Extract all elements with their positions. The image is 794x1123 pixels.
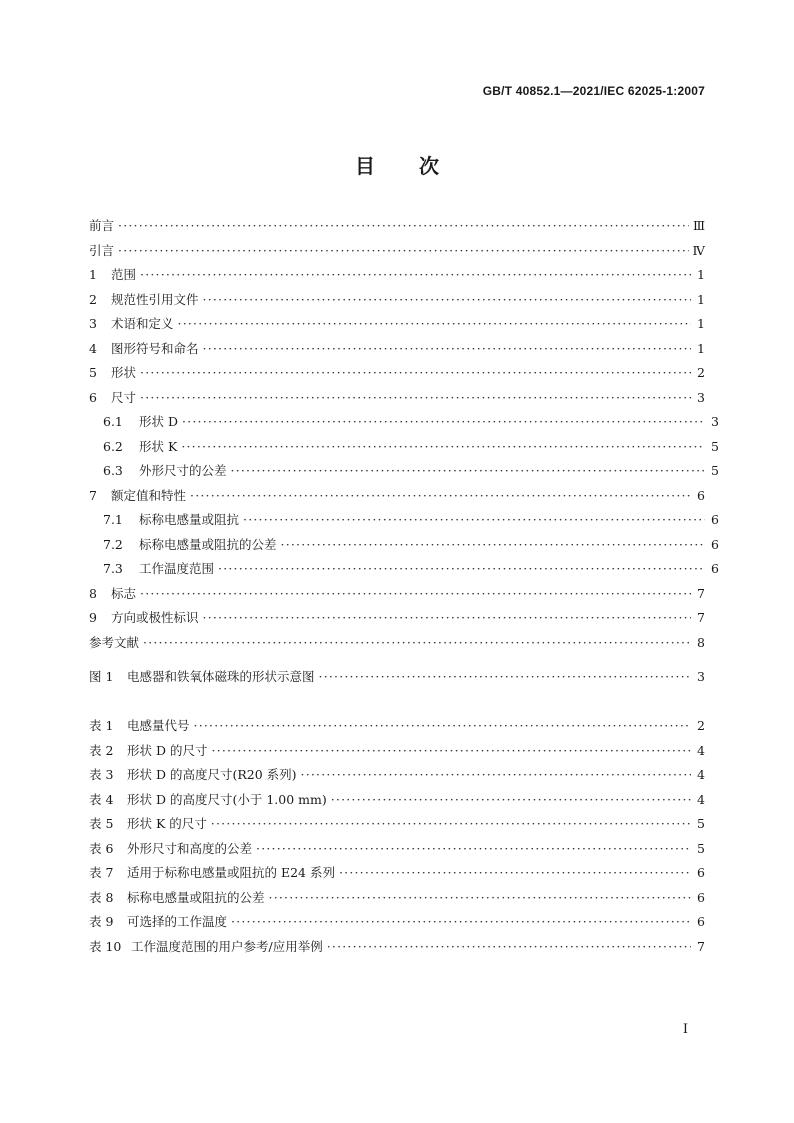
leader-dots <box>301 767 691 783</box>
table-page: 4 <box>697 742 705 758</box>
toc-number: 7.1 <box>103 512 123 527</box>
toc-number: 7.2 <box>103 536 123 552</box>
toc-number: 1 <box>89 267 97 282</box>
table-page: 5 <box>697 840 705 856</box>
leader-dots <box>140 365 691 381</box>
leader-dots <box>339 865 691 881</box>
figure-page: 3 <box>697 669 705 684</box>
toc-label: 参考文献 <box>89 634 140 650</box>
toc-page: 7 <box>697 585 705 601</box>
title-char-2: 次 <box>419 154 439 178</box>
table-number: 表 3 <box>89 767 114 782</box>
toc-page: 1 <box>697 316 705 331</box>
leader-dots <box>256 841 691 857</box>
toc-number: 5 <box>89 365 97 380</box>
table-number: 表 8 <box>89 889 114 905</box>
toc-entry-6-3[interactable] <box>89 463 719 479</box>
toc-entry-9[interactable] <box>89 610 705 626</box>
toc-page: 5 <box>711 463 719 478</box>
table-number: 表 5 <box>89 816 114 831</box>
table-entry-9[interactable] <box>89 914 705 930</box>
toc-label: 标称电感量或阻抗的公差 <box>139 536 277 552</box>
toc-label: 引言 <box>89 242 115 258</box>
leader-dots <box>231 463 705 479</box>
table-entry-8[interactable] <box>89 890 705 906</box>
standard-number-header: GB/T 40852.1—2021/IEC 62025-1:2007 <box>482 84 705 98</box>
figure-entry-1[interactable] <box>89 669 705 685</box>
leader-dots <box>203 610 691 626</box>
table-page: 6 <box>697 865 705 880</box>
leader-dots <box>143 635 691 651</box>
table-page: 6 <box>697 914 705 929</box>
leader-dots <box>203 341 691 357</box>
toc-entry-7[interactable] <box>89 488 705 504</box>
toc-entry-6-2[interactable] <box>89 439 719 455</box>
toc-page: 5 <box>711 438 719 454</box>
leader-dots <box>269 890 691 906</box>
toc-number: 7 <box>89 487 97 503</box>
page-number-footer: I <box>682 1022 688 1037</box>
table-page: 4 <box>697 767 705 782</box>
table-number: 表 10 <box>89 938 122 954</box>
table-entry-1[interactable] <box>89 718 705 734</box>
leader-dots <box>181 439 705 455</box>
toc-label: 额定值和特性 <box>111 487 187 503</box>
leader-dots <box>218 561 705 577</box>
table-page: 5 <box>697 816 705 831</box>
figure-label: 电感器和铁氧体磁珠的形状示意图 <box>127 669 315 684</box>
toc-number: 2 <box>89 291 97 307</box>
table-label: 标称电感量或阻抗的公差 <box>127 889 265 905</box>
table-number: 表 2 <box>89 742 114 758</box>
leader-dots <box>211 816 691 832</box>
table-entry-4[interactable] <box>89 792 705 808</box>
toc-label: 形状 K <box>139 438 178 454</box>
leader-dots <box>190 488 691 504</box>
toc-page: Ⅲ <box>692 218 705 233</box>
toc-label: 前言 <box>89 218 115 233</box>
leader-dots <box>319 669 691 685</box>
toc-page: 6 <box>711 536 719 552</box>
toc-number: 8 <box>89 585 97 601</box>
leader-dots <box>140 267 691 283</box>
toc-number: 3 <box>89 316 97 331</box>
figure-number: 图 1 <box>89 669 114 684</box>
toc-page: 6 <box>697 487 705 503</box>
toc-label: 尺寸 <box>111 389 137 405</box>
table-label: 工作温度范围的用户参考/应用举例 <box>131 938 323 954</box>
table-page: 4 <box>697 791 705 807</box>
leader-dots <box>331 792 691 808</box>
leader-dots <box>243 512 705 528</box>
table-label: 形状 K 的尺寸 <box>127 816 207 831</box>
toc-number: 6 <box>89 389 97 405</box>
toc-page: 1 <box>697 267 705 282</box>
leader-dots <box>231 914 691 930</box>
toc-entry-1[interactable] <box>89 267 705 283</box>
toc-label: 工作温度范围 <box>139 561 215 576</box>
toc-label: 标志 <box>111 585 137 601</box>
toc-page: 1 <box>697 340 705 356</box>
table-label: 形状 D 的尺寸 <box>127 742 208 758</box>
table-label: 电感量代号 <box>127 718 190 733</box>
toc-entry-introduction[interactable] <box>89 243 705 259</box>
leader-dots <box>178 316 691 332</box>
leader-dots <box>118 218 689 234</box>
table-entry-2[interactable] <box>89 743 705 759</box>
title-char-1: 目 <box>355 154 375 178</box>
toc-number: 6.1 <box>103 414 123 429</box>
table-label: 外形尺寸和高度的公差 <box>127 840 253 856</box>
toc-label: 标称电感量或阻抗 <box>139 512 240 527</box>
toc-page: 3 <box>697 389 705 405</box>
leader-dots <box>140 390 691 406</box>
toc-label: 外形尺寸的公差 <box>139 463 227 478</box>
table-number: 表 4 <box>89 791 114 807</box>
table-entry-6[interactable] <box>89 841 705 857</box>
toc-entry-4[interactable] <box>89 341 705 357</box>
leader-dots <box>118 243 688 259</box>
toc-entry-7-3[interactable] <box>89 561 719 577</box>
toc-entry-3[interactable] <box>89 316 705 332</box>
toc-page: 7 <box>697 610 705 625</box>
toc-number: 4 <box>89 340 97 356</box>
toc-label: 规范性引用文件 <box>111 291 199 307</box>
toc-page: 8 <box>697 634 705 650</box>
table-number: 表 7 <box>89 865 114 880</box>
toc-label: 术语和定义 <box>111 316 174 331</box>
page-title <box>0 150 794 179</box>
toc-entry-6[interactable] <box>89 390 705 406</box>
table-entry-5[interactable] <box>89 816 705 832</box>
leader-dots <box>211 743 691 759</box>
table-entry-10[interactable] <box>89 939 705 955</box>
toc-page: 6 <box>711 561 719 576</box>
leader-dots <box>281 537 705 553</box>
toc-page: 1 <box>697 291 705 307</box>
toc-label: 图形符号和命名 <box>111 340 199 356</box>
leader-dots <box>327 939 691 955</box>
leader-dots <box>194 718 691 734</box>
toc-label: 形状 D <box>139 414 178 429</box>
toc-number: 9 <box>89 610 97 625</box>
leader-dots <box>203 292 691 308</box>
table-page: 2 <box>697 718 705 733</box>
toc-label: 范围 <box>111 267 137 282</box>
toc-page: Ⅳ <box>692 242 705 258</box>
table-entry-3[interactable] <box>89 767 705 783</box>
toc-page: 6 <box>711 512 719 527</box>
table-number: 表 6 <box>89 840 114 856</box>
leader-dots <box>140 586 691 602</box>
toc-entry-5[interactable] <box>89 365 705 381</box>
toc-entry-2[interactable] <box>89 292 705 308</box>
toc-entry-foreword[interactable] <box>89 218 705 234</box>
table-page: 6 <box>697 889 705 905</box>
table-number: 表 9 <box>89 914 114 929</box>
toc-entry-8[interactable] <box>89 586 705 602</box>
toc-entry-bibliography[interactable] <box>89 635 705 651</box>
toc-number: 7.3 <box>103 561 123 576</box>
table-label: 形状 D 的高度尺寸(R20 系列) <box>127 767 297 782</box>
toc-number: 6.2 <box>103 438 123 454</box>
toc-number: 6.3 <box>103 463 123 478</box>
table-entry-7[interactable] <box>89 865 705 881</box>
toc-label: 形状 <box>111 365 137 380</box>
leader-dots <box>182 414 705 430</box>
table-number: 表 1 <box>89 718 114 733</box>
toc-page: 2 <box>697 365 705 380</box>
table-label: 形状 D 的高度尺寸(小于 1.00 mm) <box>127 791 327 807</box>
toc-entry-6-1[interactable] <box>89 414 719 430</box>
table-label: 适用于标称电感量或阻抗的 E24 系列 <box>127 865 335 880</box>
table-page: 7 <box>697 938 705 954</box>
table-label: 可选择的工作温度 <box>127 914 228 929</box>
toc-page: 3 <box>711 414 719 429</box>
toc-label: 方向或极性标识 <box>111 610 199 625</box>
toc-entry-7-1[interactable] <box>89 512 719 528</box>
toc-entry-7-2[interactable] <box>89 537 719 553</box>
